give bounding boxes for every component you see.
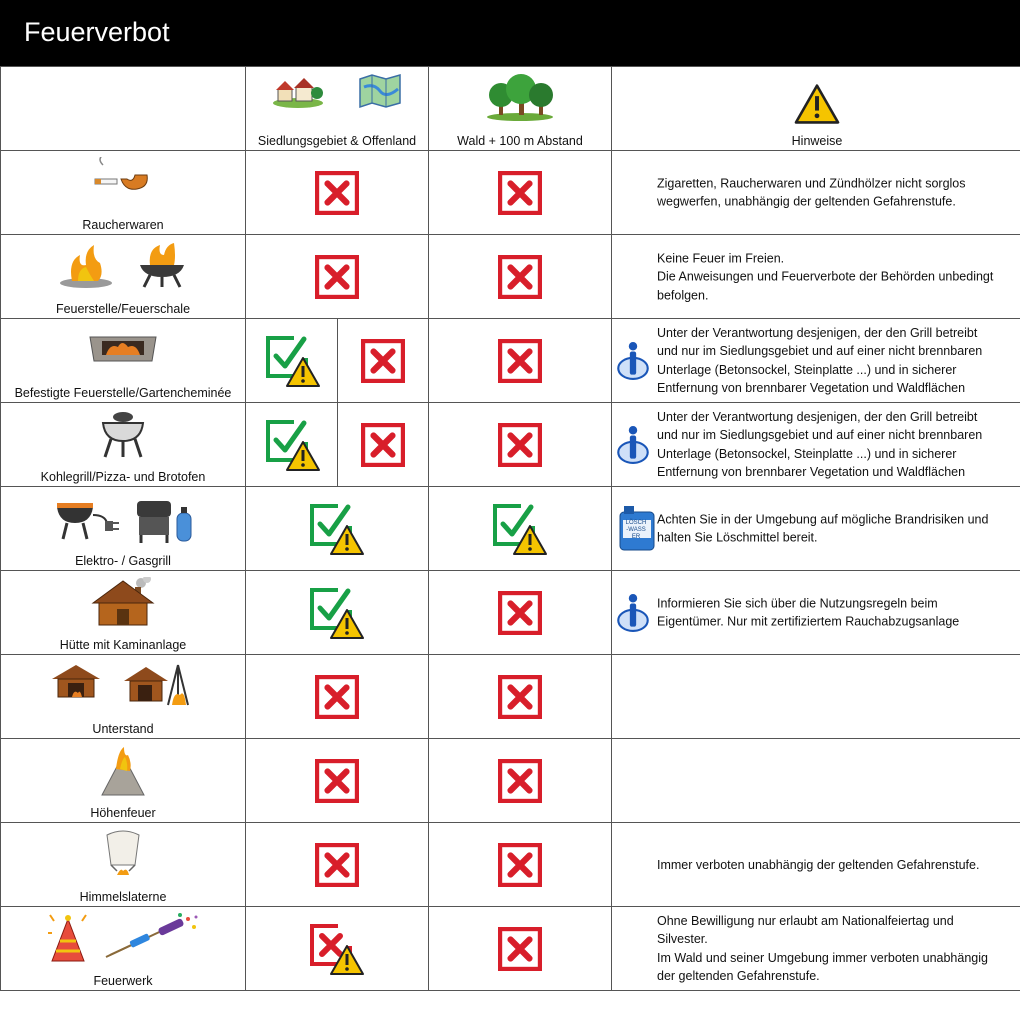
- category-label: Kohlegrill/Pizza- und Brotofen: [40, 470, 206, 484]
- note-cell: [612, 571, 1020, 655]
- note-cell: [612, 235, 1020, 319]
- category-cell: [1, 487, 246, 571]
- note-cell: [612, 907, 1020, 991]
- forbidden-icon: [315, 675, 359, 719]
- stone-fireplace-icon: [88, 325, 158, 365]
- split-forbidden: [337, 319, 428, 402]
- category-label: Feuerstelle/Feuerschale: [55, 302, 191, 316]
- category-label: Höhenfeuer: [90, 806, 156, 820]
- note-cell: [612, 739, 1020, 823]
- table-row: [1, 655, 1020, 739]
- category-cell: [1, 823, 246, 907]
- settlement-status: [246, 907, 429, 991]
- category-label: Feuerwerk: [93, 974, 153, 988]
- category-label: Raucherwaren: [82, 218, 164, 232]
- allowed-with-warning-icon: [264, 332, 322, 390]
- category-icons: [1, 745, 245, 797]
- split-forbidden: [337, 403, 428, 486]
- category-cell: [1, 151, 246, 235]
- settlement-status: [246, 235, 429, 319]
- gas-grill-icon: [133, 493, 193, 545]
- table-row: [1, 319, 1020, 403]
- forbidden-icon: [498, 591, 542, 635]
- table-row: [1, 403, 1020, 487]
- category-cell: [1, 655, 246, 739]
- hut-icon: [91, 577, 155, 627]
- page-title: Feuerverbot: [24, 17, 170, 47]
- title-bar: [0, 0, 1020, 66]
- forest-status: [429, 571, 612, 655]
- header-row: [1, 67, 1020, 151]
- category-icons: [1, 577, 245, 627]
- category-cell: [1, 403, 246, 487]
- forbidden-icon: [315, 759, 359, 803]
- forest-status: [429, 907, 612, 991]
- settlement-status: [246, 487, 429, 571]
- forest-icon: [485, 73, 555, 121]
- forbidden-icon: [498, 759, 542, 803]
- settlement-status: [246, 403, 429, 487]
- category-cell: [1, 907, 246, 991]
- map-icon: [358, 73, 402, 109]
- forbidden-icon: [315, 843, 359, 887]
- rocket-firework-icon: [100, 913, 200, 963]
- settlement-status: [246, 655, 429, 739]
- note-text: Achten Sie in der Umgebung auf mögliche Brandrisiken und halten Sie Löschmittel bereit.: [657, 512, 989, 545]
- village-icon: [272, 73, 324, 109]
- warning-icon: [793, 83, 841, 125]
- table-row: [1, 823, 1020, 907]
- forbidden-icon: [498, 171, 542, 215]
- note-text: Informieren Sie sich über die Nutzungsregeln beim Eigentümer. Nur mit zertifiziertem Rauchabzugsanlage: [657, 596, 960, 629]
- note-text: Unter der Verantwortung desjenigen, der den Grill betreibt und nur im Siedlungsgebiet und auf einer nicht brennbaren Unterlage (Betonsockel, Steinplatte ...) und in sicherer Entfernung von brennbarer Vegetation und Waldflächen: [657, 325, 983, 395]
- forbidden-icon: [361, 339, 405, 383]
- settlement-status: [246, 571, 429, 655]
- category-icons: [1, 409, 245, 459]
- forbidden-icon: [315, 255, 359, 299]
- note-cell: [612, 823, 1020, 907]
- note-text: Ohne Bewilligung nur erlaubt am Nationalfeiertag und Silvester. Im Wald und seiner Umgebung immer verboten unabhängig der geltenden Gefahrenstufe.: [657, 913, 988, 983]
- table-row: [1, 571, 1020, 655]
- category-icons: [1, 661, 245, 707]
- category-label: Elektro- / Gasgrill: [75, 554, 171, 568]
- forbidden-icon: [315, 171, 359, 215]
- category-icons: [1, 157, 245, 197]
- note-text: Unter der Verantwortung desjenigen, der den Grill betreibt und nur im Siedlungsgebiet und auf einer nicht brennbaren Unterlage (Betonsockel, Steinplatte ...) und in sicherer Entfernung von brennbarer Vegetation und Waldflächen: [657, 409, 983, 479]
- settlement-status: [246, 823, 429, 907]
- note-text: Immer verboten unabhängig der geltenden Gefahrenstufe.: [657, 857, 980, 872]
- forest-status: [429, 403, 612, 487]
- forbidden-icon: [498, 675, 542, 719]
- header-forest-icons: [429, 73, 611, 121]
- forest-status: [429, 235, 612, 319]
- allowed-with-warning-icon: [308, 584, 366, 642]
- party-hat-firework-icon: [46, 913, 90, 965]
- forest-status: [429, 655, 612, 739]
- allowed-with-warning-icon: [491, 500, 549, 558]
- campfire-icon: [58, 241, 114, 289]
- can-label: LÖSCH-WASSER: [625, 519, 647, 540]
- electric-grill-icon: [53, 493, 119, 541]
- settlement-status: [246, 739, 429, 823]
- table-row: [1, 151, 1020, 235]
- forbidden-icon: [498, 339, 542, 383]
- shelter-icon: [50, 661, 102, 701]
- category-icons: [1, 829, 245, 881]
- forbidden-icon: [498, 255, 542, 299]
- header-notes-label: Hinweise: [791, 134, 843, 148]
- forest-status: [429, 151, 612, 235]
- forbidden-icon: [498, 927, 542, 971]
- note-cell: [612, 151, 1020, 235]
- split-allowed: [246, 403, 338, 486]
- forest-status: [429, 739, 612, 823]
- note-cell: [612, 655, 1020, 739]
- category-cell: [1, 319, 246, 403]
- allowed-with-warning-icon: [264, 416, 322, 474]
- header-settlement-icons: [246, 73, 428, 109]
- forest-status: [429, 487, 612, 571]
- fire-ban-table: [0, 66, 1020, 991]
- category-label: Himmelslaterne: [79, 890, 167, 904]
- header-settlement-label: Siedlungsgebiet & Offenland: [257, 134, 417, 148]
- forbidden-icon: [498, 843, 542, 887]
- forbidden-icon: [361, 423, 405, 467]
- allowed-with-warning-icon: [308, 500, 366, 558]
- note-cell: [612, 403, 1020, 487]
- category-icons: [1, 325, 245, 365]
- note-text: Zigaretten, Raucherwaren und Zündhölzer nicht sorglos wegwerfen, unabhängig der geltenden Gefahrenstufe.: [657, 176, 966, 209]
- category-label: Hütte mit Kaminanlage: [59, 638, 187, 652]
- info-icon: [616, 593, 650, 633]
- category-cell: [1, 235, 246, 319]
- note-cell: [612, 487, 1020, 571]
- split-allowed: [246, 319, 338, 402]
- header-notes: [612, 67, 1020, 151]
- category-icons: [1, 241, 245, 289]
- note-cell: [612, 319, 1020, 403]
- forest-status: [429, 319, 612, 403]
- forest-status: [429, 823, 612, 907]
- category-icons: [1, 913, 245, 965]
- category-icons: [1, 493, 245, 545]
- info-icon: [616, 341, 650, 381]
- header-forest-label: Wald + 100 m Abstand: [457, 134, 583, 148]
- table-row: [1, 907, 1020, 991]
- category-cell: [1, 571, 246, 655]
- table-row: [1, 235, 1020, 319]
- category-label: Befestigte Feuerstelle/Gartencheminée: [14, 386, 232, 400]
- table-row: [1, 487, 1020, 571]
- note-text: Keine Feuer im Freien. Die Anweisungen und Feuerverbote der Behörden unbedingt befolgen.: [657, 250, 994, 302]
- category-label: Unterstand: [92, 722, 154, 736]
- shelter-with-tripod-fire-icon: [122, 661, 196, 707]
- table-row: [1, 739, 1020, 823]
- settlement-status: [246, 151, 429, 235]
- settlement-status: [246, 319, 429, 403]
- category-cell: [1, 739, 246, 823]
- header-settlement: [246, 67, 429, 151]
- mountain-fire-icon: [98, 745, 148, 797]
- forbidden-icon: [498, 423, 542, 467]
- info-icon: [616, 425, 650, 465]
- charcoal-grill-icon: [99, 409, 147, 459]
- header-forest: [429, 67, 612, 151]
- forbidden-with-warning-icon: [308, 920, 366, 978]
- fire-bowl-icon: [136, 241, 188, 289]
- header-empty-cell: [1, 67, 246, 151]
- sky-lantern-icon: [101, 829, 145, 881]
- cigarette-pipe-icon: [91, 157, 155, 197]
